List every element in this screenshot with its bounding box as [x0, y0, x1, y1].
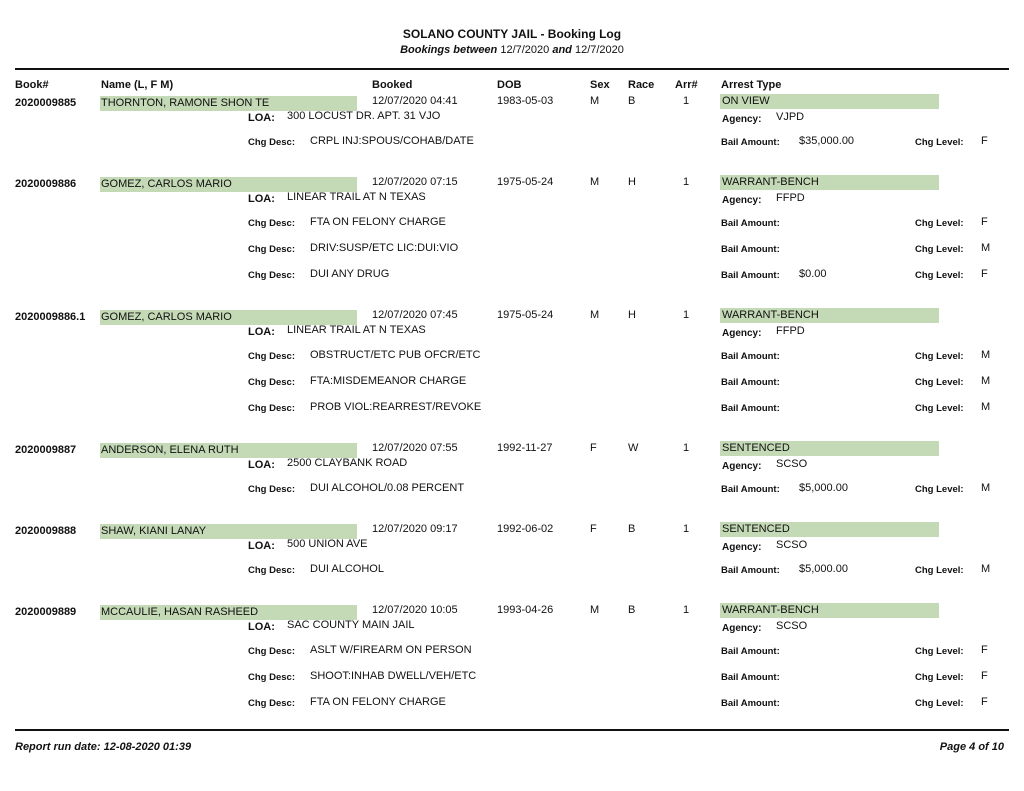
- arrest-count: 1: [683, 95, 690, 107]
- location-of-arrest: LINEAR TRAIL AT N TEXAS: [287, 324, 426, 336]
- bail-amount-label: Bail Amount:: [721, 646, 780, 657]
- col-booked: Booked: [372, 79, 413, 91]
- booked-datetime: 12/07/2020 10:05: [372, 604, 458, 616]
- col-book: Book#: [15, 79, 49, 91]
- sex: M: [590, 176, 600, 188]
- charge-level: M: [981, 401, 991, 413]
- agency-label: Agency:: [722, 542, 762, 553]
- charge-desc-label: Chg Desc:: [248, 484, 295, 495]
- charge-level: M: [981, 563, 991, 575]
- agency-label: Agency:: [722, 461, 762, 472]
- charge-desc-label: Chg Desc:: [248, 672, 295, 683]
- agency-label: Agency:: [722, 195, 762, 206]
- report-run-date: Report run date: 12-08-2020 01:39: [15, 741, 192, 753]
- col-arr: Arr#: [675, 79, 698, 91]
- loa-label: LOA:: [248, 193, 275, 205]
- loa-label: LOA:: [248, 540, 275, 552]
- charge-level: M: [981, 482, 991, 494]
- col-arrest-type: Arrest Type: [721, 79, 782, 91]
- bail-amount-label: Bail Amount:: [721, 565, 780, 576]
- booked-datetime: 12/07/2020 07:15: [372, 176, 458, 188]
- agency-label: Agency:: [722, 623, 762, 634]
- race: H: [628, 176, 636, 188]
- arrest-count: 1: [683, 523, 690, 535]
- sex: M: [590, 604, 600, 616]
- inmate-name: MCCAULIE, HASAN RASHEED: [101, 606, 259, 618]
- charge-level-label: Chg Level:: [915, 565, 964, 576]
- date-of-birth: 1992-11-27: [497, 442, 553, 454]
- charge-level: F: [981, 216, 988, 228]
- charge-level: F: [981, 644, 988, 656]
- col-race: Race: [628, 79, 655, 91]
- booked-datetime: 12/07/2020 07:55: [372, 442, 458, 454]
- charge-description: FTA ON FELONY CHARGE: [310, 216, 446, 228]
- subtitle-prefix: Bookings between: [400, 44, 498, 56]
- arrest-count: 1: [683, 176, 690, 188]
- inmate-name: SHAW, KIANI LANAY: [101, 525, 207, 537]
- charge-description: OBSTRUCT/ETC PUB OFCR/ETC: [310, 349, 481, 361]
- charge-level-label: Chg Level:: [915, 137, 964, 148]
- booking-number: 2020009887: [15, 444, 77, 456]
- date-of-birth: 1992-06-02: [497, 523, 554, 535]
- date-of-birth: 1975-05-24: [497, 309, 554, 321]
- bail-amount-label: Bail Amount:: [721, 672, 780, 683]
- arrest-type: WARRANT-BENCH: [722, 176, 819, 188]
- sex: F: [590, 523, 597, 535]
- charge-level: F: [981, 268, 988, 280]
- bail-amount-label: Bail Amount:: [721, 137, 780, 148]
- col-sex: Sex: [590, 79, 610, 91]
- charge-description: FTA:MISDEMEANOR CHARGE: [310, 375, 467, 387]
- booking-number: 2020009886: [15, 178, 77, 190]
- inmate-name: THORNTON, RAMONE SHON TE: [101, 97, 270, 109]
- location-of-arrest: 2500 CLAYBANK ROAD: [287, 457, 408, 469]
- bail-amount: $5,000.00: [799, 563, 848, 575]
- col-dob: DOB: [497, 79, 522, 91]
- charge-description: SHOOT:INHAB DWELL/VEH/ETC: [310, 670, 477, 682]
- charge-description: DUI ALCOHOL: [310, 563, 384, 575]
- bail-amount: $35,000.00: [799, 135, 855, 147]
- booking-number: 2020009885: [15, 97, 77, 109]
- charge-description: ASLT W/FIREARM ON PERSON: [310, 644, 472, 656]
- race: B: [628, 604, 636, 616]
- charge-level: F: [981, 670, 988, 682]
- charge-description: DUI ANY DRUG: [310, 268, 390, 280]
- subtitle-and: and: [552, 44, 572, 56]
- sex: M: [590, 309, 600, 321]
- footer-rule: [15, 729, 1009, 731]
- charge-desc-label: Chg Desc:: [248, 244, 295, 255]
- charge-description: PROB VIOL:REARREST/REVOKE: [310, 401, 482, 413]
- date-of-birth: 1975-05-24: [497, 176, 554, 188]
- arresting-agency: SCSO: [776, 458, 808, 470]
- location-of-arrest: LINEAR TRAIL AT N TEXAS: [287, 191, 426, 203]
- arrest-type: WARRANT-BENCH: [722, 604, 819, 616]
- report-subtitle: [0, 44, 1024, 56]
- loa-label: LOA:: [248, 326, 275, 338]
- bail-amount: $5,000.00: [799, 482, 848, 494]
- arrest-type: WARRANT-BENCH: [722, 309, 819, 321]
- charge-desc-label: Chg Desc:: [248, 351, 295, 362]
- inmate-name: GOMEZ, CARLOS MARIO: [101, 311, 232, 323]
- race: H: [628, 309, 636, 321]
- date-of-birth: 1983-05-03: [497, 95, 554, 107]
- charge-level: F: [981, 696, 988, 708]
- charge-level: M: [981, 242, 991, 254]
- charge-desc-label: Chg Desc:: [248, 137, 295, 148]
- agency-label: Agency:: [722, 114, 762, 125]
- loa-label: LOA:: [248, 621, 275, 633]
- charge-level-label: Chg Level:: [915, 218, 964, 229]
- arresting-agency: SCSO: [776, 539, 808, 551]
- loa-label: LOA:: [248, 459, 275, 471]
- header-rule: [15, 68, 1009, 70]
- charge-level-label: Chg Level:: [915, 244, 964, 255]
- arresting-agency: VJPD: [776, 111, 805, 123]
- sex: M: [590, 95, 600, 107]
- bail-amount-label: Bail Amount:: [721, 403, 780, 414]
- location-of-arrest: 300 LOCUST DR. APT. 31 VJO: [287, 110, 441, 122]
- charge-level-label: Chg Level:: [915, 270, 964, 281]
- bail-amount-label: Bail Amount:: [721, 698, 780, 709]
- charge-description: DUI ALCOHOL/0.08 PERCENT: [310, 482, 465, 494]
- charge-level-label: Chg Level:: [915, 672, 964, 683]
- arresting-agency: FFPD: [776, 325, 805, 337]
- race: B: [628, 523, 636, 535]
- charge-level-label: Chg Level:: [915, 351, 964, 362]
- arrest-type: ON VIEW: [722, 95, 770, 107]
- location-of-arrest: 500 UNION AVE: [287, 538, 368, 550]
- charge-desc-label: Chg Desc:: [248, 646, 295, 657]
- bail-amount-label: Bail Amount:: [721, 484, 780, 495]
- booking-number: 2020009888: [15, 525, 77, 537]
- date-from: 12/7/2020: [500, 44, 550, 56]
- bail-amount-label: Bail Amount:: [721, 351, 780, 362]
- date-to: 12/7/2020: [574, 44, 624, 56]
- charge-description: CRPL INJ:SPOUS/COHAB/DATE: [310, 135, 474, 147]
- charge-desc-label: Chg Desc:: [248, 698, 295, 709]
- arrest-count: 1: [683, 309, 690, 321]
- charge-level: M: [981, 349, 991, 361]
- bail-amount-label: Bail Amount:: [721, 244, 780, 255]
- charge-desc-label: Chg Desc:: [248, 218, 295, 229]
- inmate-name: ANDERSON, ELENA RUTH: [101, 444, 239, 456]
- booked-datetime: 12/07/2020 04:41: [372, 95, 458, 107]
- bail-amount-label: Bail Amount:: [721, 218, 780, 229]
- arrest-count: 1: [683, 442, 690, 454]
- booking-number: 2020009889: [15, 606, 77, 618]
- inmate-name: GOMEZ, CARLOS MARIO: [101, 178, 232, 190]
- charge-desc-label: Chg Desc:: [248, 270, 295, 281]
- bail-amount-label: Bail Amount:: [721, 270, 780, 281]
- race: B: [628, 95, 636, 107]
- charge-level-label: Chg Level:: [915, 484, 964, 495]
- booked-datetime: 12/07/2020 07:45: [372, 309, 458, 321]
- date-of-birth: 1993-04-26: [497, 604, 554, 616]
- loa-label: LOA:: [248, 112, 275, 124]
- charge-level-label: Chg Level:: [915, 646, 964, 657]
- charge-description: DRIV:SUSP/ETC LIC:DUI:VIO: [310, 242, 459, 254]
- arrest-type: SENTENCED: [722, 442, 790, 454]
- arrest-type: SENTENCED: [722, 523, 790, 535]
- charge-level-label: Chg Level:: [915, 377, 964, 388]
- charge-desc-label: Chg Desc:: [248, 377, 295, 388]
- charge-level-label: Chg Level:: [915, 698, 964, 709]
- booked-datetime: 12/07/2020 09:17: [372, 523, 458, 535]
- page-number: Page 4 of 10: [939, 741, 1004, 753]
- arrest-count: 1: [683, 604, 690, 616]
- charge-desc-label: Chg Desc:: [248, 403, 295, 414]
- charge-desc-label: Chg Desc:: [248, 565, 295, 576]
- arresting-agency: FFPD: [776, 192, 805, 204]
- charge-level: M: [981, 375, 991, 387]
- charge-level: F: [981, 135, 988, 147]
- agency-label: Agency:: [722, 328, 762, 339]
- charge-description: FTA ON FELONY CHARGE: [310, 696, 446, 708]
- charge-level-label: Chg Level:: [915, 403, 964, 414]
- bail-amount: $0.00: [799, 268, 827, 280]
- bail-amount-label: Bail Amount:: [721, 377, 780, 388]
- location-of-arrest: SAC COUNTY MAIN JAIL: [287, 619, 415, 631]
- sex: F: [590, 442, 597, 454]
- report-title: SOLANO COUNTY JAIL - Booking Log: [402, 27, 622, 41]
- arresting-agency: SCSO: [776, 620, 808, 632]
- race: W: [628, 442, 639, 454]
- booking-number: 2020009886.1: [15, 311, 86, 323]
- col-name: Name (L, F M): [101, 79, 174, 91]
